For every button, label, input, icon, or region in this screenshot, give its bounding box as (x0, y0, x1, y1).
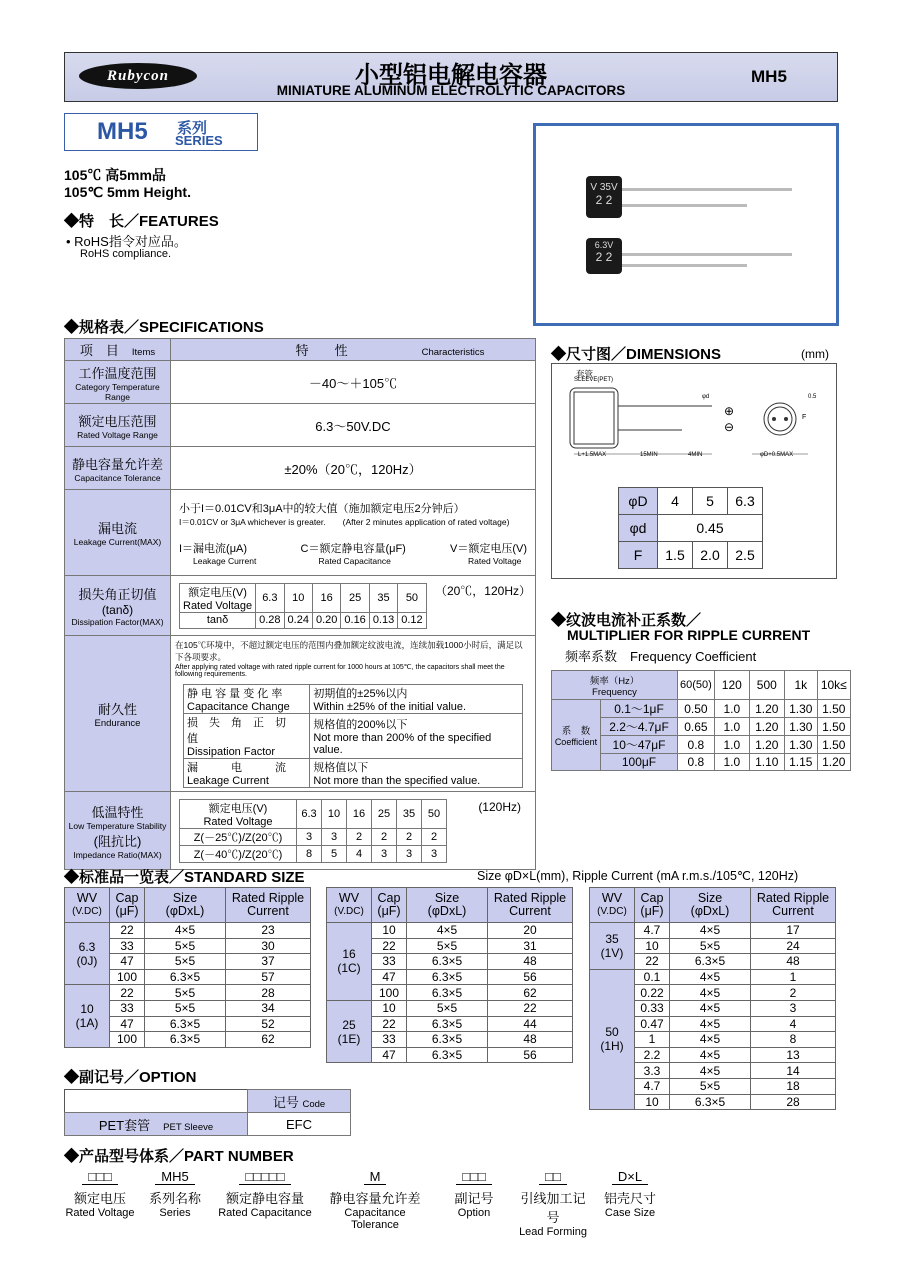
table-row: 33 5×5 34 (65, 1000, 311, 1016)
table-row: 2.2 4×5 13 (590, 1047, 836, 1063)
table-row: 33 5×5 30 (65, 938, 311, 954)
series-en: SERIES (175, 133, 223, 148)
dimensions-box: 套管 SLEEVE(PET) L+1.5MAX 15MIN 4MIN φD+0.5MAX φd F 0.5 ⊕ ⊖ (551, 363, 837, 579)
table-row: 10 6.3×5 28 (590, 1094, 836, 1110)
series-name: MH5 (97, 118, 148, 145)
model-code: MH5 (751, 67, 787, 86)
table-row: 100 6.3×5 62 (327, 985, 573, 1001)
standard-size-table-1: WV (V.DC) Cap (μF) Size (φDxL) Rated Ripple Current 6.3 (0J) 22 4×5 23 33 5×5 30 47 5×5 37 100 6.3×5 57 10 (1A) 22 5×5 28 33 5×5 34 47 6.3×5 52 100 6.3×5 62 (64, 887, 311, 1048)
table-row: 47 6.3×5 52 (65, 1016, 311, 1032)
ripple-title-en: MULTIPLIER FOR RIPPLE CURRENT (567, 627, 811, 643)
table-row: 4.7 5×5 18 (590, 1078, 836, 1094)
part-number-item: □□□□□ 额定静电容量 Rated Capacitance (218, 1169, 312, 1219)
tolerance-value: ±20%（20℃，120Hz） (171, 447, 536, 490)
table-row: 3.3 4×5 14 (590, 1063, 836, 1079)
standard-size-note: Size φD×L(mm), Ripple Current (mA r.m.s./105℃, 120Hz) (477, 869, 799, 883)
table-row: 0.22 4×5 2 (590, 985, 836, 1001)
table-row: 22 5×5 31 (327, 938, 573, 954)
dimension-table: φD 4 5 6.3 φd 0.45 F 1.5 2.0 2.5 (618, 487, 763, 569)
dimensions-title: ◆尺寸图／DIMENSIONS (551, 346, 722, 363)
tan-delta-table: 额定电压(V) Rated Voltage 6.3 10 16 25 35 50 tanδ 0.28 0.24 0.20 0.16 0.13 0.12 (179, 583, 427, 629)
table-row: 100 6.3×5 62 (65, 1032, 311, 1048)
table-row: 50 (1H) 0.1 4×5 1 (590, 969, 836, 985)
table-row: 6.3 (0J) 22 4×5 23 (65, 923, 311, 939)
ripple-multiplier-table: 频率（Hz） Frequency 60(50) 120 500 1k 10k≤ 系 数 Coefficient 0.1～1μF 0.50 1.0 1.20 1.30 1.50 2.2～4.7μF 0.65 1.0 1.20 1.30 1.50 10～47μF 0.8 1.0 1.20 1.30 1.50 100μF 0.8 1.0 1.10 1.15 1.20 (551, 670, 851, 771)
table-row: 1 4×5 8 (590, 1032, 836, 1048)
table-row: 47 6.3×5 56 (327, 969, 573, 985)
part-number-item: D×L 铝壳尺寸 Case Size (603, 1169, 656, 1219)
ripple-title-cn: ◆纹波电流补正系数／ (551, 612, 702, 629)
table-row: 10 5×5 24 (590, 938, 836, 954)
table-row: 47 5×5 37 (65, 954, 311, 970)
part-number-item: M 静电容量允许差 Capacitance Tolerance (329, 1169, 421, 1231)
series-box (64, 113, 258, 151)
endurance-table: 静 电 容 量 变 化 率 Capacitance Change 初期值的±25%以内 Within ±25% of the initial value. 损 失 角 正 切 值 Dissipation Factor 规格值的200%以下 Not more than 200% of the specified value. 漏 电 流 Leakage Current 规格值以下 Not more than the specified value. (183, 684, 523, 788)
table-row: 16 (1C) 10 4×5 20 (327, 923, 573, 939)
standard-size-title: ◆标准品一览表／STANDARD SIZE (64, 869, 305, 886)
title-en: MINIATURE ALUMINUM ELECTROLYTIC CAPACITORS (276, 83, 626, 98)
table-row: 47 6.3×5 56 (327, 1047, 573, 1063)
standard-size-table-2: WV (V.DC) Cap (μF) Size (φDxL) Rated Ripple Current 16 (1C) 10 4×5 20 22 5×5 31 33 6.3×5 48 47 6.3×5 56 100 6.3×5 62 25 (1E) 10 5×5 22 22 6.3×5 44 33 6.3×5 48 47 6.3×5 56 (326, 887, 573, 1063)
capacitor-image-1: V 35V 2 2 (586, 176, 622, 218)
low-temp-table: 额定电压(V) Rated Voltage 6.3 10 16 25 35 50 Z(－25℃)/Z(20℃) 3 3 2 2 2 2 Z(－40℃)/Z(20℃) 8 5 4 3 3 3 (179, 799, 447, 863)
header-bar (64, 52, 838, 102)
title-cn: 小型铝电解电容器 (355, 62, 547, 89)
rubycon-logo: Rubycon (79, 63, 197, 89)
standard-size-table-3: WV (V.DC) Cap (μF) Size (φDxL) Rated Ripple Current 35 (1V) 4.7 4×5 17 10 5×5 24 22 6.3×5 48 50 (1H) 0.1 4×5 1 0.22 4×5 2 0.33 4×5 3 0.47 4×5 4 1 4×5 8 2.2 4×5 13 3.3 4×5 14 4.7 5×5 18 10 6.3×5 28 (589, 887, 836, 1110)
part-number-item: □□□ 副记号 Option (454, 1169, 494, 1219)
ripple-subtitle: 频率系数 Frequency Coefficient (565, 649, 757, 664)
part-number-item: □□□ 额定电压 Rated Voltage (65, 1169, 135, 1219)
table-row: 22 6.3×5 48 (590, 954, 836, 970)
option-title: ◆副记号／OPTION (64, 1069, 197, 1086)
table-row: 10 (1A) 22 5×5 28 (65, 985, 311, 1001)
table-row: 100 6.3×5 57 (65, 969, 311, 985)
option-table: 记号 Code PET套管 PET Sleeve EFC (64, 1089, 351, 1136)
voltage-range-value: 6.3～50V.DC (171, 404, 536, 447)
series-cn: 系列 (177, 120, 208, 137)
part-number-item: □□ 引线加工记号 Lead Forming (519, 1169, 587, 1238)
dimensions-unit: (mm) (801, 347, 829, 361)
features-title: ◆特 长／FEATURES (64, 213, 219, 230)
table-row: 35 (1V) 4.7 4×5 17 (590, 923, 836, 939)
table-row: 25 (1E) 10 5×5 22 (327, 1000, 573, 1016)
specifications-table: 项 目 Items 特 性 Characteristics 工作温度范围 Category Temperature Range －40～＋105℃ 额定电压范围 Rated Voltage Range 6.3～50V.DC 静电容量允许差 Capacitance Tolerance ±20%（20℃，120Hz） 漏电流 Leakage Current(MAX) 小于I＝0.01CV和3μA中的较大值（施加额定电压2分钟后） I＝0.01CV or 3μA whichever is greater. (After 2 minutes application of rated voltage) I＝漏电流(μA) Leakage Current C＝额定静电容量(μF) Rated Capacitance V＝额定电压(V) Rated Voltage 损失角正切值 (tanδ) Dissipation Factor(MAX) 额定电压(V) Rated Voltage 6.3 10 16 25 35 50 tanδ 0.28 0.24 0.20 0.16 0.13 0.12 （20℃，120Hz） 耐久性 Endurance 在105℃环境中，不超过额定电压的范围内叠加额定纹波电流，连续加载1000小时后，满足以下各项要求。 After applying rated voltage with rated ripple current for 1000 hours at 105℃, the capacitors shall meet the following requirements. 静 电 容 量 变 化 率 Capacitance Change 初期值的±25%以内 Within ±25% of the initial value. 损 失 角 正 切 值 Dissipation Factor 规格值的200%以下 Not more than 200% of the specified value. 漏 电 流 Leakage Current 规格值以下 Not more than the specified value. 低温特性 Low Temperature Stability (阻抗比) Impedance Ratio(MAX) 额定电压(V) Rated Voltage 6.3 10 16 25 35 50 Z(－25℃)/Z(20℃) 3 3 2 2 2 2 Z(－40℃)/Z(20℃) 8 5 4 3 3 3 (120Hz) (64, 338, 536, 870)
table-row: 33 6.3×5 48 (327, 1032, 573, 1048)
table-row: 22 6.3×5 44 (327, 1016, 573, 1032)
feature-item-cn: • RoHS指令对应品。 (66, 234, 187, 249)
specs-title: ◆规格表／SPECIFICATIONS (64, 319, 264, 336)
table-row: 33 6.3×5 48 (327, 954, 573, 970)
intro-line1: 105℃ 高5mm品 (64, 167, 166, 183)
capacitor-image-2: 6.3V 2 2 (586, 238, 622, 274)
temp-range-value: －40～＋105℃ (171, 361, 536, 404)
table-row: 0.47 4×5 4 (590, 1016, 836, 1032)
feature-item-en: RoHS compliance. (80, 248, 172, 260)
table-row: 0.33 4×5 3 (590, 1000, 836, 1016)
part-number-title: ◆产品型号体系／PART NUMBER (64, 1148, 294, 1165)
intro-line2: 105℃ 5mm Height. (64, 184, 191, 200)
product-photo (533, 123, 839, 326)
part-number-item: MH5 系列名称 Series (148, 1169, 201, 1219)
